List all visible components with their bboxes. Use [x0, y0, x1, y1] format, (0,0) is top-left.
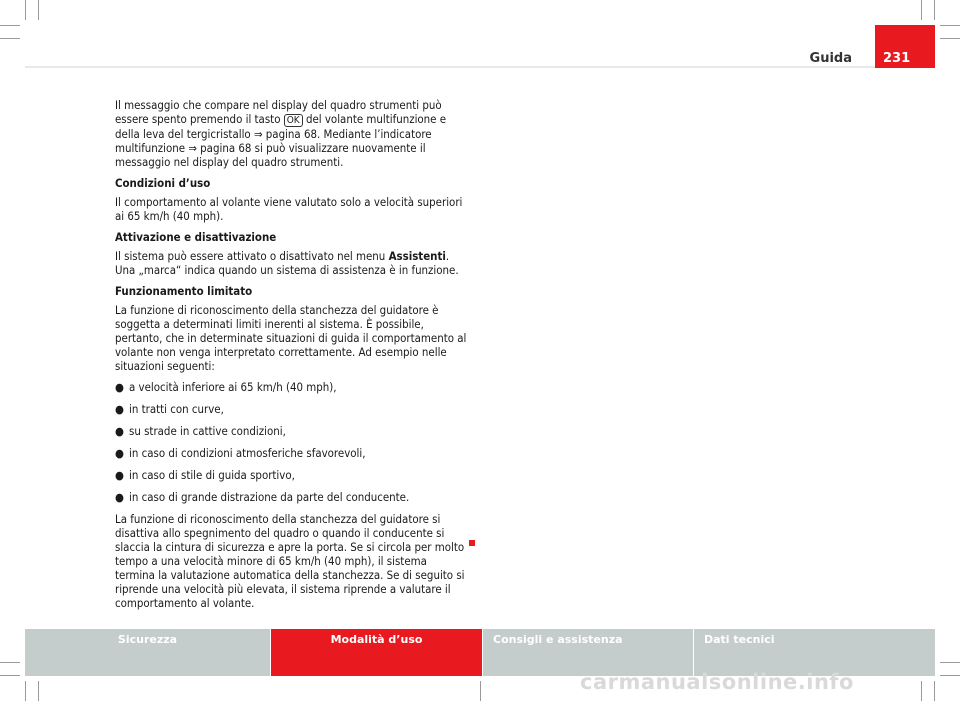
crop-mark	[940, 38, 960, 39]
crop-mark	[940, 25, 960, 26]
footer-nav	[25, 629, 935, 676]
activation-heading: Attivazione e disattivazione	[115, 230, 277, 244]
main-text	[115, 98, 467, 617]
section-title: Guida	[809, 51, 852, 66]
activation-paragraph: Il sistema può essere attivato o disattivato nel menu Assistenti. Una „marca“ indica quando un sistema di assistenza è in funzione.	[115, 249, 459, 277]
list-item: ● su strade in cattive condizioni,	[115, 424, 286, 438]
bullet-icon: ●	[115, 446, 124, 460]
conditions-paragraph: Il comportamento al volante viene valutato solo a velocità superiori ai 65 km/h (40 mph).	[115, 195, 463, 223]
list-item: ● in caso di condizioni atmosferiche sfavorevoli,	[115, 446, 366, 460]
page-number: 231	[883, 51, 911, 66]
crop-mark	[940, 662, 960, 663]
footer-tab-consigli[interactable]: Consigli e assistenza	[483, 629, 693, 676]
page-number-tab	[875, 25, 935, 68]
list-item: ● in caso di grande distrazione da parte del conducente.	[115, 490, 410, 504]
section-end-icon	[469, 540, 475, 546]
crop-mark	[38, 681, 39, 701]
crop-mark	[38, 0, 39, 20]
bullet-icon: ●	[115, 380, 124, 394]
list-item: ● in caso di stile di guida sportivo,	[115, 468, 295, 482]
list-item: ● a velocità inferiore ai 65 km/h (40 mph),	[115, 380, 337, 394]
limitations-list	[115, 380, 467, 504]
crop-mark	[934, 0, 935, 20]
limited-paragraph: La funzione di riconoscimento della stanchezza del guidatore è soggetta a determinati limiti inerenti al sistema. È possibile, pertanto, che in determinate situazioni di guida il comportamento al volante non venga interpretato correttamente. Ad esempio nelle situazioni seguenti:	[115, 303, 467, 373]
crop-mark	[25, 681, 26, 701]
list-item: ● in tratti con curve,	[115, 402, 224, 416]
footer-tab-sicurezza[interactable]: Sicurezza	[25, 629, 270, 676]
crop-mark	[921, 0, 922, 20]
watermark: carmanualsonline.info	[580, 670, 854, 694]
bullet-icon: ●	[115, 490, 124, 504]
crop-mark	[0, 662, 20, 663]
closing-paragraph: La funzione di riconoscimento della stanchezza del guidatore si disattiva allo spegnimento del quadro o quando il conducente si slaccia la cintura di sicurezza e apre la porta. Se si circola per molto tempo a una velocità minore di 65 km/h (40 mph), il sistema termina la valutazione automatica della stanchezza. Se di seguito si riprende una velocità più elevata, il sistema riprende a valutare il comportamento al volante.	[115, 512, 465, 610]
crop-mark	[0, 38, 20, 39]
limited-heading: Funzionamento limitato	[115, 284, 253, 298]
intro-paragraph: Il messaggio che compare nel display del quadro strumenti può essere spento premendo il tasto OK del volante multifunzione e della leva del tergicristallo ⇒ pagina 68. Mediante l’indicatore multifunzione ⇒ pagina 68 si può visualizzare nuovamente il messaggio nel display del quadro strumenti.	[115, 98, 447, 169]
crop-mark	[934, 681, 935, 701]
footer-tab-modalita-uso[interactable]: Modalità d’uso	[271, 629, 482, 676]
crop-mark	[480, 681, 481, 701]
bullet-icon: ●	[115, 424, 124, 438]
crop-mark	[25, 0, 26, 20]
menu-name: Assistenti	[388, 249, 446, 263]
crop-mark	[0, 25, 20, 26]
crop-mark	[940, 675, 960, 676]
ok-key-icon: OK	[284, 114, 303, 127]
header-rule	[25, 66, 935, 68]
bullet-icon: ●	[115, 402, 124, 416]
crop-mark	[921, 681, 922, 701]
footer-tab-dati-tecnici[interactable]: Dati tecnici	[694, 629, 935, 676]
conditions-heading: Condizioni d’uso	[115, 176, 211, 190]
crop-mark	[0, 675, 20, 676]
bullet-icon: ●	[115, 468, 124, 482]
